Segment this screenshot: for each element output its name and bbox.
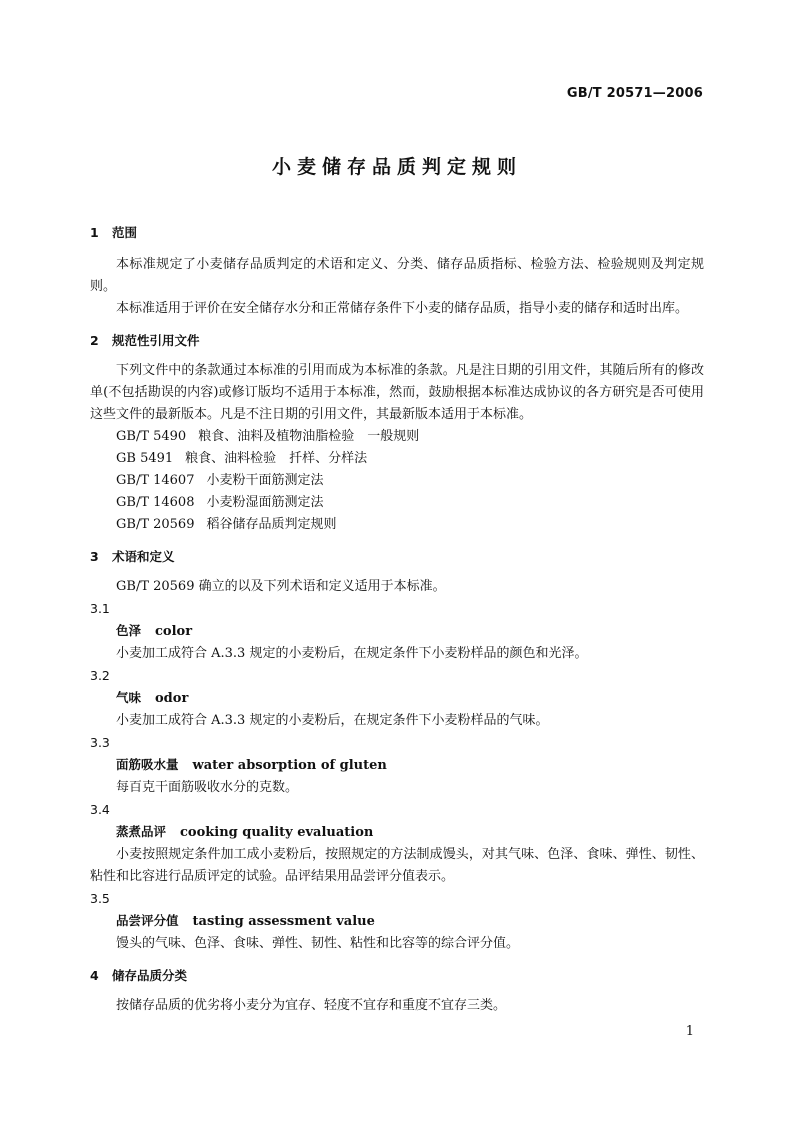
term-definition: 馒头的气味、色泽、食味、弹性、韧性、粘性和比容等的综合评分值。 xyxy=(116,936,520,951)
term xyxy=(90,821,704,844)
paragraph: 下列文件中的条款通过本标准的引用而成为本标准的条款。凡是注日期的引用文件，其随后所有的修改单(不包括勘误的内容)或修订版均不适用于本标准，然而，鼓励根据本标准达成协议的各方研究是否可使用这些文件的最新版本。凡是不注日期的引用文件，其最新版本适用于本标准。 xyxy=(90,363,704,422)
term-zh: 蒸煮品评 xyxy=(116,824,167,839)
term xyxy=(90,620,704,643)
section-number: 2 xyxy=(90,333,99,348)
section-title: 储存品质分类 xyxy=(112,968,188,983)
reference-item xyxy=(90,470,704,492)
term-definition: 每百克干面筋吸收水分的克数。 xyxy=(116,780,299,795)
document-title: 小麦储存品质判定规则 xyxy=(271,156,522,178)
reference-code: GB/T 5490 xyxy=(116,429,187,444)
clause-number: 3.5 xyxy=(90,891,110,906)
clause-number: 3.1 xyxy=(90,601,110,616)
section-4-heading xyxy=(90,965,704,987)
page-number: 1 xyxy=(685,1024,694,1039)
term-definition: 小麦加工成符合 A.3.3 规定的小麦粉后，在规定条件下小麦粉样品的气味。 xyxy=(116,713,549,728)
reference-item xyxy=(90,426,704,448)
section-number: 3 xyxy=(90,549,99,564)
section-title: 术语和定义 xyxy=(112,549,175,564)
standard-number: GB/T 20571—2006 xyxy=(566,86,703,101)
reference-title: 小麦粉湿面筋测定法 xyxy=(206,495,324,510)
term-en: water absorption of gluten xyxy=(192,758,387,773)
term-zh: 面筋吸水量 xyxy=(116,757,179,772)
reference-item xyxy=(90,492,704,514)
reference-item xyxy=(90,514,704,536)
term xyxy=(90,754,704,777)
reference-item xyxy=(90,448,704,470)
term xyxy=(90,910,704,933)
reference-code: GB/T 20569 xyxy=(116,517,195,532)
clause-number: 3.2 xyxy=(90,668,110,683)
term xyxy=(90,687,704,710)
section-number: 4 xyxy=(90,968,99,983)
document-body xyxy=(90,222,704,1017)
clause-number: 3.3 xyxy=(90,735,110,750)
reference-title: 粮食、油料检验 扦样、分样法 xyxy=(185,451,368,466)
section-1-heading xyxy=(90,222,704,244)
term-en: odor xyxy=(155,691,189,706)
section-3-heading xyxy=(90,546,704,568)
reference-code: GB 5491 xyxy=(116,451,174,466)
section-number: 1 xyxy=(90,225,99,240)
paragraph: GB/T 20569 确立的以及下列术语和定义适用于本标准。 xyxy=(116,579,446,594)
reference-code: GB/T 14608 xyxy=(116,495,195,510)
term-zh: 品尝评分值 xyxy=(116,913,179,928)
term-definition: 小麦加工成符合 A.3.3 规定的小麦粉后，在规定条件下小麦粉样品的颜色和光泽。 xyxy=(116,646,588,661)
term-en: color xyxy=(155,624,193,639)
term-definition: 小麦按照规定条件加工成小麦粉后，按照规定的方法制成馒头，对其气味、色泽、食味、弹性、韧性、粘性和比容进行品质评定的试验。品评结果用品尝评分值表示。 xyxy=(90,847,704,884)
reference-title: 粮食、油料及植物油脂检验 一般规则 xyxy=(198,429,420,444)
reference-title: 稻谷储存品质判定规则 xyxy=(206,517,337,532)
section-title: 规范性引用文件 xyxy=(112,333,200,348)
paragraph: 按储存品质的优劣将小麦分为宜存、轻度不宜存和重度不宜存三类。 xyxy=(116,998,507,1013)
section-title: 范围 xyxy=(112,225,138,240)
term-zh: 气味 xyxy=(116,690,142,705)
term-zh: 色泽 xyxy=(116,623,142,638)
paragraph: 本标准规定了小麦储存品质判定的术语和定义、分类、储存品质指标、检验方法、检验规则及判定规则。 xyxy=(90,257,704,294)
section-2-heading xyxy=(90,330,704,352)
clause-number: 3.4 xyxy=(90,802,110,817)
reference-title: 小麦粉干面筋测定法 xyxy=(206,473,324,488)
paragraph: 本标准适用于评价在安全储存水分和正常储存条件下小麦的储存品质，指导小麦的储存和适时出库。 xyxy=(116,301,689,316)
term-en: cooking quality evaluation xyxy=(180,825,374,840)
reference-code: GB/T 14607 xyxy=(116,473,195,488)
term-en: tasting assessment value xyxy=(192,914,375,929)
